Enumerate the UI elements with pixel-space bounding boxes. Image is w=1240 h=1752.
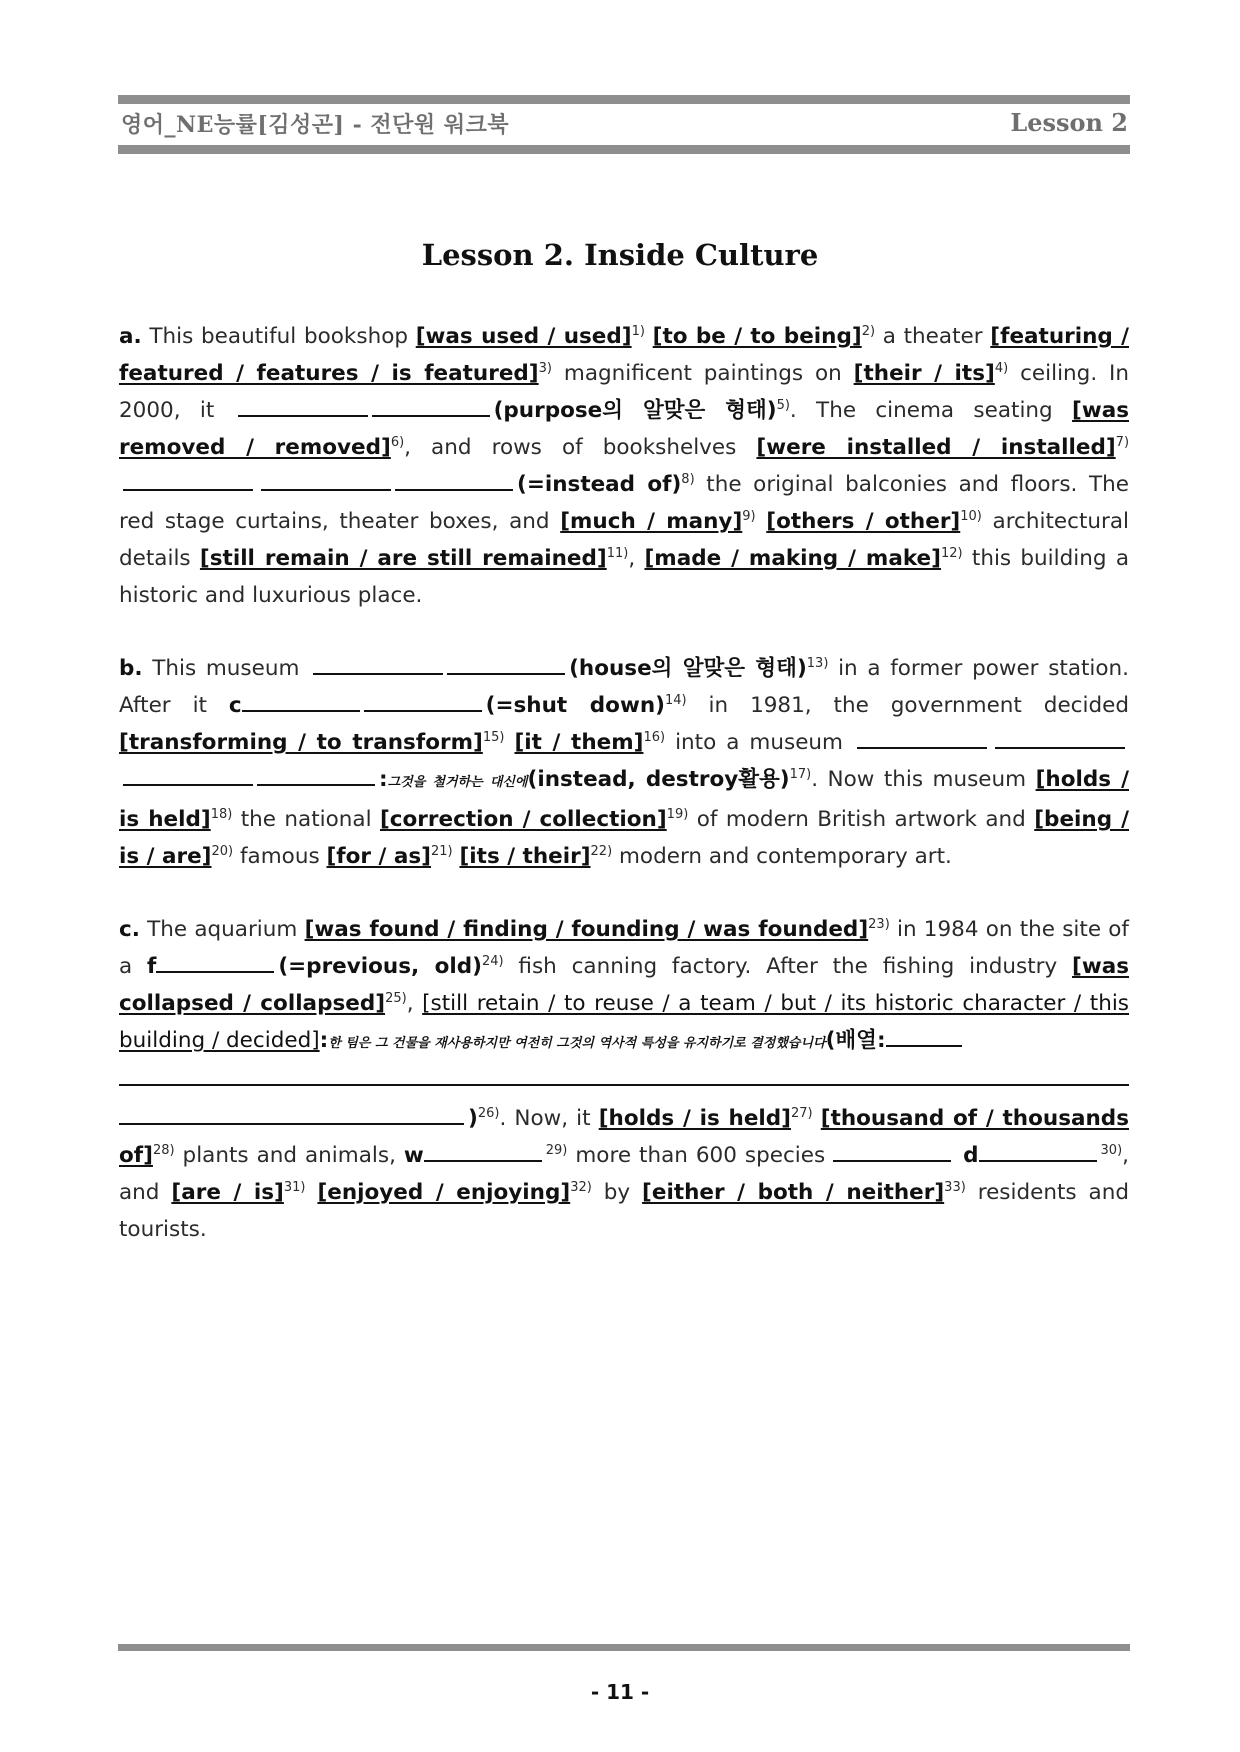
paragraph-a: a. This beautiful bookshop [was used / used]$^{1)}$ [to be / to being]$^{2)}$ a theater [featuring / featured / features / is featured]$^{3)}$ magnificent paintings on [their / its]$^{4)}$ ceiling. In 2000, it (purpose의 알맞은 형태)$^{5)}$. The cinema seating [was removed / removed]$^{6)}$, and rows of bookshelves [were installed / installed]$^{7)}$ (=instead of)$^{8)}$ the original balconies and floors. The red stage curtains, theater boxes, and [much / many]$^{9)}$ [others / other]$^{10)}$ architectural details [still remain / are still remained]$^{11)}$, [made / making / make]$^{12)}$ this building a historic and luxurious place. [119, 323, 1130, 608]
answer-blank[interactable] [238, 395, 368, 417]
hint: (house의 알맞은 형태) [569, 656, 807, 681]
korean-translation-hint: 그것을 철거하는 대신에 [387, 775, 528, 790]
hint: (instead, destroy활용) [527, 767, 790, 792]
choice-22[interactable]: [its / their] [459, 844, 591, 869]
paragraph-label: a. [119, 324, 142, 349]
choice-10[interactable]: [others / other] [766, 509, 961, 534]
answer-blank[interactable] [123, 469, 253, 491]
footer-rule [118, 1644, 1130, 1651]
hint: (배열: [825, 1028, 886, 1053]
first-letter-hint: f [146, 954, 157, 979]
answer-blank[interactable] [886, 1025, 962, 1047]
choice-9[interactable]: [much / many] [560, 509, 743, 534]
answer-blank[interactable] [424, 1140, 542, 1162]
choice-20[interactable]: [being / is / are] [119, 807, 1130, 869]
paragraph-label: c. [119, 917, 140, 942]
header-bottom-rule [118, 145, 1130, 154]
hint: (=previous, old) [278, 954, 482, 979]
arrange-words-26[interactable]: [still retain / to reuse / a team / but / its historic character / this building / decided] [119, 991, 1130, 1053]
choice-6[interactable]: [was removed / removed] [119, 398, 1129, 460]
paragraph-b: b. This museum (house의 알맞은 형태)$^{13)}$ in a former power station. After it c (=shut down)$^{14)}$ in 1981, the government decided [transforming / to transform]$^{15)}$ [it / them]$^{16)}$ into a museum :그것을 철거하는 대신에(instead, destroy활용)$^{17)}$. Now this museum [holds / is held]$^{18)}$ the national [correction / collection]$^{19)}$ of modern British artwork and [being / is / are]$^{20)}$ famous [for / as]$^{21)}$ [its / their]$^{22)}$ modern and contemporary art. [119, 650, 1129, 875]
choice-7[interactable]: [were installed / installed] [756, 435, 1116, 460]
choice-11[interactable]: [still remain / are still remained] [199, 546, 607, 571]
choice-31[interactable]: [are / is] [171, 1180, 284, 1205]
answer-blank[interactable] [257, 764, 375, 786]
first-letter-hint: c [228, 693, 242, 718]
worksheet-body [119, 318, 1129, 1284]
choice-32[interactable]: [enjoyed / enjoying] [317, 1180, 571, 1205]
paragraph-c: c. The aquarium [was found / finding / founding / was founded]$^{23)}$ in 1984 on the site of a f (=previous, old)$^{24)}$ fish canning factory. After the fishing industry [was collapsed / collapsed]$^{25)}$, [still retain / to reuse / a team / but / its historic character / this building / decided]:한 팀은 그 건물을 재사용하지만 여전히 그것의 역사적 특성을 유지하기로 결정했습니다(배열: )$^{26)}$. Now, it [holds / is held]$^{27)}$ [thousand of / thousands of]$^{28)}$ plants and animals, w $^{29)}$ more than 600 species d $^{30)}$, and [are / is]$^{31)}$ [enjoyed / enjoying]$^{32)}$ by [either / both / neither]$^{33)}$ residents and tourists. [119, 916, 1130, 1242]
answer-blank[interactable] [447, 653, 565, 675]
first-letter-hint: w [403, 1143, 424, 1168]
answer-blank[interactable] [156, 951, 274, 973]
answer-blank[interactable] [261, 469, 391, 491]
header-lesson-label: Lesson 2 [1010, 108, 1128, 137]
answer-blank[interactable] [372, 395, 490, 417]
header-workbook-title: 영어_NE능률[김성곤] - 전단원 워크북 [121, 112, 510, 138]
first-letter-hint: d [963, 1143, 979, 1168]
answer-blank[interactable] [313, 653, 443, 675]
answer-blank[interactable] [833, 1140, 951, 1162]
choice-27[interactable]: [holds / is held] [598, 1106, 791, 1131]
page-number: - 11 - [590, 1680, 650, 1704]
answer-blank[interactable] [857, 727, 987, 749]
choice-33[interactable]: [either / both / neither] [642, 1180, 945, 1205]
hint: (=shut down) [485, 693, 665, 718]
header-top-rule [118, 95, 1130, 104]
answer-blank[interactable] [123, 764, 253, 786]
choice-21[interactable]: [for / as] [326, 844, 431, 869]
answer-blank[interactable] [119, 1103, 464, 1125]
answer-blank[interactable] [979, 1140, 1097, 1162]
paragraph-label: b. [119, 656, 143, 681]
answer-line[interactable] [119, 1074, 1129, 1086]
hint: (purpose의 알맞은 형태) [493, 398, 777, 423]
choice-19[interactable]: [correction / collection] [379, 807, 667, 832]
choice-16[interactable]: [it / them] [514, 730, 644, 755]
answer-blank[interactable] [242, 690, 360, 712]
choice-2[interactable]: [to be / to being] [652, 324, 862, 349]
choice-3[interactable]: [featuring / featured / features / is featured] [119, 324, 1129, 386]
choice-12[interactable]: [made / making / make] [644, 546, 941, 571]
choice-4[interactable]: [their / its] [853, 361, 995, 386]
choice-23[interactable]: [was found / finding / founding / was founded] [304, 917, 869, 942]
answer-blank[interactable] [395, 469, 513, 491]
answer-blank[interactable] [364, 690, 482, 712]
choice-25[interactable]: [was collapsed / collapsed] [119, 954, 1129, 1016]
answer-blank[interactable] [995, 727, 1125, 749]
choice-18[interactable]: [holds / is held] [119, 767, 1129, 832]
choice-1[interactable]: [was used / used] [415, 324, 632, 349]
hint: (=instead of) [517, 472, 682, 497]
choice-15[interactable]: [transforming / to transform] [119, 730, 483, 755]
page-title: Lesson 2. Inside Culture [421, 238, 819, 272]
choice-28[interactable]: [thousand of / thousands of] [119, 1106, 1129, 1168]
korean-translation-hint: 한 팀은 그 건물을 재사용하지만 여전히 그것의 역사적 특성을 유지하기로 결정했습니다 [328, 1036, 826, 1051]
